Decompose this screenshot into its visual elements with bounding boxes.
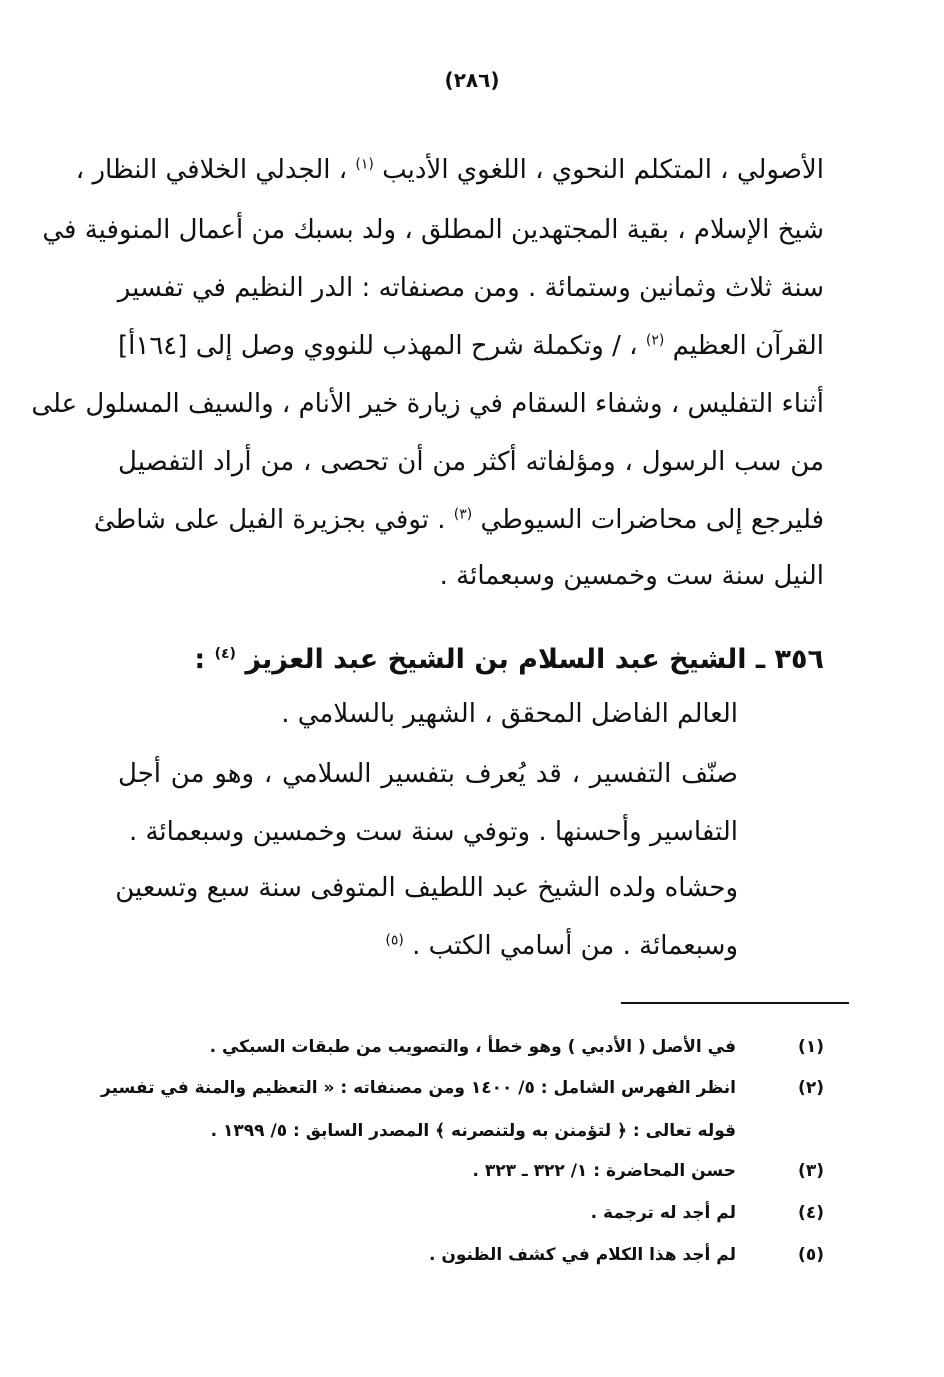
footnote-ref: (١) <box>355 156 374 173</box>
text-segment: . توفي بجزيرة الفيل على شاطئ <box>93 505 446 535</box>
entry-heading <box>194 640 824 680</box>
text-line <box>93 500 824 540</box>
text-segment: وسبعمائة . من أسامي الكتب . <box>412 931 738 961</box>
footnote-ref: (٥) <box>385 932 404 949</box>
entry-line: العالم الفاضل المحقق ، الشهير بالسلامي . <box>281 699 738 729</box>
footnote-text: في الأصل ( الأدبي ) وهو خطأ ، والتصويب من طبقات السبكي . <box>209 1037 736 1057</box>
footnote-number: (١) <box>798 1037 824 1057</box>
text-line <box>118 326 824 366</box>
text-segment: ، الجدلي الخلافي النظار ، <box>75 155 348 185</box>
footnote-number: (٢) <box>798 1078 824 1098</box>
entry-title: ٣٥٦ ـ الشيخ عبد السلام بن الشيخ عبد العزيز <box>245 644 824 675</box>
footnote-text: انظر الفهرس الشامل : ٥/ ١٤٠٠ ومن مصنفاته : « التعظيم والمنة في تفسير <box>101 1078 736 1098</box>
text-line: سنة ثلاث وثمانين وستمائة . ومن مصنفاته : الدر النظيم في تفسير <box>117 273 824 303</box>
text-segment: ، / وتكملة شرح المهذب للنووي وصل إلى [١٦٤أ] <box>118 331 638 361</box>
entry-line <box>118 926 738 966</box>
footnote-text: لم أجد هذا الكلام في كشف الظنون . <box>428 1245 736 1265</box>
footnote-ref: (٢) <box>645 332 665 349</box>
text-segment: الأصولي ، المتكلم النحوي ، اللغوي الأديب <box>382 155 824 185</box>
footnote-ref: (٣) <box>453 506 473 523</box>
text-line <box>75 150 824 190</box>
footnote-number: (٣) <box>798 1161 824 1181</box>
text-line: أثناء التفليس ، وشفاء السقام في زيارة خير الأنام ، والسيف المسلول على <box>31 389 824 419</box>
footnote-text: حسن المحاضرة : ١/ ٣٢٢ ـ ٣٢٣ . <box>472 1161 736 1181</box>
footnote-text: لم أجد له ترجمة . <box>590 1203 736 1223</box>
footnote-separator <box>621 1002 849 1004</box>
entry-line: التفاسير وأحسنها . وتوفي سنة ست وخمسين وسبعمائة . <box>128 817 738 847</box>
entry-line: وحشاه ولده الشيخ عبد اللطيف المتوفى سنة سبع وتسعين <box>115 873 738 903</box>
text-segment: فليرجع إلى محاضرات السيوطي <box>480 505 824 535</box>
footnote-number: (٥) <box>798 1245 824 1265</box>
footnote-number: (٤) <box>798 1203 824 1223</box>
text-line: شيخ الإسلام ، بقية المجتهدين المطلق ، ولد بسبك من أعمال المنوفية في <box>42 215 824 245</box>
text-line: النيل سنة ست وخمسين وسبعمائة . <box>439 561 824 591</box>
text-line: من سب الرسول ، ومؤلفاته أكثر من أن تحصى ، من أراد التفصيل <box>118 447 824 477</box>
text-segment: القرآن العظيم <box>672 331 824 361</box>
footnote-text: قوله تعالى : ﴿ لتؤمنن به ولتنصرنه ﴾ المصدر السابق : ٥/ ١٣٩٩ . <box>210 1121 736 1141</box>
entry-line: صنّف التفسير ، قد يُعرف بتفسير السلامي ، وهو من أجل <box>118 759 738 789</box>
footnote-ref: (٤) <box>214 646 236 662</box>
page-number: (٢٨٦) <box>444 68 500 92</box>
entry-colon: : <box>194 644 206 675</box>
